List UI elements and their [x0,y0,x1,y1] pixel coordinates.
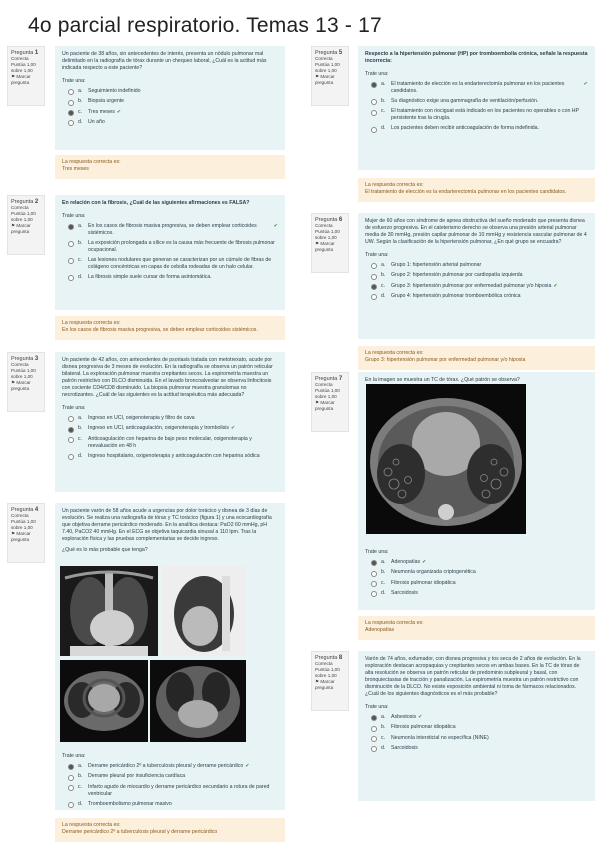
answer-option[interactable] [371,580,588,587]
flag-question-link[interactable]: ⚑ Marcar pregunta [315,400,335,411]
option-text: Su diagnóstico exige una gammagrafía de ventilación/perfusión. [391,98,539,104]
option-text: Grupo 4: hipertensión pulmonar tromboembólica crónica [391,292,521,299]
correct-check-icon: ✔ [583,81,588,87]
question-info-7: Pregunta 7 Correcta Puntúa 1,00 sobre 1,00 ⚑ Marcar pregunta [311,372,349,432]
option-text: Los pacientes deben recibir anticoagulación de forma indefinida. [391,125,539,132]
radio-button[interactable] [68,224,74,230]
option-text: Asbestosis [391,714,417,720]
option-text: Ingreso en UCI, oxigenoterapia y filtro de cava [88,415,195,421]
option-letter: d. [78,800,83,807]
option-letter: c. [381,108,386,115]
option-text: Infarto agudo de miocardio y derrame pericárdico secundario a rotura de pared ventricular [88,783,270,797]
ct-axial-image [60,660,148,742]
question-number: 1 [34,50,39,56]
option-letter: a. [78,415,83,421]
radio-button[interactable] [68,437,74,443]
radio-button[interactable] [68,764,74,770]
question-label: Pregunta [11,50,34,56]
chest-xray-pa [60,566,158,656]
flag-question-link[interactable]: ⚑ Marcar pregunta [315,74,335,85]
option-text: Las lesiones nodulares que generan se caracterizan por un cúmulo de fibras de colágeno concéntricas en capas de cebolla rodeadas de un halo celular. [88,257,272,270]
question-text: Un paciente de 42 años, con antecedentes de psoriasis tratada con metotrexato, acude por disnea progresiva de 3 meses de evolución. En la radiografía se observa un patrón reticular bilateral. La exploración pulmonar muestra crepitantes secos. La espirometría muestra un patrón restrictivo con DLCO disminuida. En el lavado broncoalveolar se observa linfocitosis con cociente CD4/CD8 disminuido. La biopsia pulmonar muestra granulomas no necrotizantes. ¿Cuál de las siguientes es la actitud terapéutica más adecuada? [62,357,273,398]
radio-button[interactable] [68,89,74,95]
radio-button[interactable] [371,127,377,133]
option-text: Ingreso hospitalario, oxigenoterapia y anticoagulación con heparina sódica [88,452,260,459]
answer-option[interactable] [371,724,588,731]
radio-button[interactable] [371,82,377,88]
radio-button[interactable] [68,258,74,264]
answer-option[interactable] [371,262,588,269]
radio-button[interactable] [371,571,377,577]
option-text: Adenopatías [391,559,421,565]
option-letter: b. [78,240,83,246]
feedback-7: La respuesta correcta es: Adenopatías [358,616,595,640]
question-info-4: Pregunta 4 Correcta Puntúa 1,00 sobre 1,00 ⚑ Marcar pregunta [7,503,45,563]
question-info-5: Pregunta 5 Correcta Puntúa 1,00 sobre 1,00 ⚑ Marcar pregunta [311,46,349,106]
answer-option[interactable] [371,81,588,95]
correct-check-icon: ✔ [245,763,250,769]
question-text: Mujer de 60 años con síndrome de apnea obstructiva del sueño moderado que presenta disnea de esfuerzo progresiva. En el cateterismo derecho se observa una presión arterial pulmonar media de 30 mmHg, presión capilar pulmonar de 10 mmHg y resistencia vascular pulmonar de 4 UW. Según la clasificación de la hipertensión pulmonar, ¿En qué grupo se encuadra? [365,218,587,245]
option-text: Sarcoidosis [391,589,418,596]
question-text: Respecto a la hipertensión pulmonar (HP) por tromboembolia crónica, señale la respuesta incorrecta: [365,51,588,64]
option-letter: a. [381,714,386,720]
question-5-content: Respecto a la hipertensión pulmonar (HP) por tromboembolia crónica, señale la respuesta incorrecta: Trate una: a. El tratamiento de elección es la endarterectomía pulmonar en los pacientes candidatos. ✔ b. Su diagnóstico exige una gammagrafía de ventilación/perfusión. c. El tratamiento con riociguat está indicado en los pacientes no operables o con HP persistente tras la cirugía. d. Los pacientes deben recibir anticoagulación de forma indefinida. [358,46,595,170]
flag-question-link[interactable]: ⚑ Marcar pregunta [315,241,335,252]
correct-check-icon: ✔ [273,223,278,229]
option-text: Neumonía intersticial no específica (NINE) [391,734,489,741]
radio-button[interactable] [371,726,377,732]
feedback-6: La respuesta correcta es: Grupo 3: hipertensión pulmonar por enfermedad pulmonar y/o hipoxia [358,346,595,370]
option-text: Tres meses [88,108,115,115]
flag-question-link[interactable]: ⚑ Marcar pregunta [315,679,335,690]
radio-button[interactable] [68,275,74,281]
option-text: Derrame pericárdico 2º a tuberculosis pleural y derrame pericárdico [88,763,244,769]
option-text: Grupo 2: hipertensión pulmonar por cardiopatía izquierda [391,272,523,279]
feedback-5: La respuesta correcta es: El tratamiento de elección es la endarterectomía pulmonar en los pacientes candidatos. [358,178,595,202]
answer-option[interactable] [68,257,278,271]
question-info-8: Pregunta 8 Correcta Puntúa 1,00 sobre 1,00 ⚑ Marcar pregunta [311,651,349,711]
option-letter: b. [381,569,386,576]
option-letter: a. [381,81,386,87]
option-text: Tromboembolismo pulmonar masivo [88,800,172,807]
answer-option[interactable] [371,559,588,566]
answer-option[interactable] [68,436,278,450]
option-text: Grupo 3: hipertensión pulmonar por enfermedad pulmonar y/o hipoxia [391,282,552,289]
option-text: Ingreso en UCI, anticoagulación, oxigenoterapia y trombolisis [88,425,230,432]
ct-chest-image [366,384,526,534]
option-letter: d. [381,744,386,751]
question-text: En la imagen se muestra un TC de tórax. ¿Qué patrón se observa? [365,377,520,383]
radio-button[interactable] [371,591,377,597]
option-text: Un año [88,118,105,125]
option-letter: c. [381,282,386,289]
ct-coronal-image [150,660,246,742]
page-title: 4o parcial respiratorio. Temas 13 - 17 [28,14,382,37]
option-text: Seguimiento indefinido [88,88,141,94]
radio-button[interactable] [371,581,377,587]
radio-button[interactable] [68,120,74,126]
option-letter: a. [381,262,386,268]
option-letter: b. [78,773,83,780]
correct-check-icon: ✔ [116,108,122,115]
option-letter: c. [78,783,83,790]
answer-option[interactable] [371,590,588,597]
radio-button[interactable] [371,715,377,721]
answer-option[interactable] [371,569,588,576]
answer-option[interactable] [68,119,278,126]
option-text: La exposición prolongada a sílice es la causa más frecuente de fibrosis pulmonar ocupacional. [88,240,275,253]
option-letter: c. [381,579,386,586]
radio-button[interactable] [68,427,74,433]
question-3-content: Un paciente de 42 años, con antecedentes de psoriasis tratada con metotrexato, acude por disnea progresiva de 3 meses de evolución. En la radiografía se observa un patrón reticular bilateral. La exploración pulmonar muestra crepitantes secos. La espirometría muestra un patrón restrictivo con DLCO disminuida. En el lavado broncoalveolar se observa linfocitosis con cociente CD4/CD8 disminuido. La biopsia pulmonar muestra granulomas no necrotizantes. ¿Cuál de las siguientes es la actitud terapéutica más adecuada? Trate una: a. Ingreso en UCI, oxigenoterapia y filtro de cava b. Ingreso en UCI, anticoagulación, oxigenoterapia y trombolisis ✔ c. Anticoagulación con heparina de bajo peso molecular, oxigenoterapia y reevaluación en 48 h d. Ingreso hospitalario, oxigenoterapia y anticoagulación con heparina sódica [55,352,285,492]
feedback-4: La respuesta correcta es: Derrame pericárdico 2º a tuberculosis pleural y derrame pericárdico [55,818,285,842]
question-7-answers: Trate una: a. Adenopatías ✔ b. Neumonía organizada criptogenética c. Fibrosis pulmonar idiopática d. Sarcoidosis [358,538,595,608]
option-letter: c. [78,435,83,442]
option-letter: b. [78,425,83,432]
answer-option[interactable] [68,240,278,254]
answer-option[interactable] [68,773,278,780]
option-letter: a. [78,223,83,229]
answer-option[interactable] [68,425,278,432]
answer-option[interactable] [68,784,278,798]
answer-option[interactable] [371,283,588,290]
answer-option[interactable] [68,453,278,460]
radio-button[interactable] [68,802,74,808]
option-letter: b. [78,98,83,105]
radio-button[interactable] [371,263,377,269]
question-info-6: Pregunta 6 Correcta Puntúa 1,00 sobre 1,00 ⚑ Marcar pregunta [311,213,349,273]
option-letter: c. [78,257,83,263]
radio-button[interactable] [371,99,377,105]
answer-option[interactable] [68,223,278,237]
option-text: Biopsia urgente [88,98,125,105]
option-text: Neumonía organizada criptogenética [391,569,476,576]
option-letter: b. [381,98,386,104]
correct-check-icon: ✔ [231,425,236,432]
option-text: Fibrosis pulmonar idiopática [391,724,456,731]
radio-button[interactable] [68,416,74,422]
answer-option[interactable] [68,763,278,770]
question-info-3: Pregunta 3 Correcta Puntúa 1,00 sobre 1,00 ⚑ Marcar pregunta [7,352,45,412]
radio-button[interactable] [68,785,74,791]
radio-button[interactable] [68,775,74,781]
flag-question-link[interactable]: ⚑ Marcar pregunta [11,74,31,85]
radio-button[interactable] [371,294,377,300]
question-8-content: Varón de 74 años, exfumador, con disnea progresiva y tos seca de 2 años de evolución. En la exploración destacan acropaquias y crepitantes secos en ambas bases. En la TC de tórax de alta resolución se observa un patrón reticular de predominio subpleural y basal, con bronquiectasias de tracción y panalización. La espirometría muestra un patrón restrictivo con disminución de la DLCO. No existe exposición ambiental ni toma de fármacos relacionados. ¿Cuál de los siguientes diagnósticos es el más probable? Trate una: a. Asbestosis ✔ b. Fibrosis pulmonar idiopática c. Neumonía intersticial no específica (NINE) d. Sarcoidosis [358,651,595,801]
question-info-2: Pregunta 2 Correcta Puntúa 1,00 sobre 1,00 ⚑ Marcar pregunta [7,195,45,255]
option-letter: c. [78,108,83,115]
option-letter: b. [381,272,386,279]
question-text: Un paciente de 38 años, sin antecedentes de interés, presenta un nódulo pulmonar mal delimitado en la radiografía de tórax durante un chequeo laboral, ¿Cuál es la actitud más indicada respecto a este paciente? [62,51,267,71]
radio-button[interactable] [68,241,74,247]
option-letter: a. [78,763,83,769]
answer-option[interactable] [371,293,588,300]
answer-option[interactable] [371,745,588,752]
option-letter: d. [78,274,83,280]
radio-button[interactable] [371,274,377,280]
answer-option[interactable] [68,801,278,808]
flag-question-link[interactable]: ⚑ Marcar pregunta [11,531,31,542]
correct-check-icon: ✔ [418,714,423,720]
option-letter: a. [78,88,83,94]
answer-option[interactable] [68,415,278,422]
option-text: La fibrosis simple suele cursar de forma asintomática. [88,274,212,280]
radio-button[interactable] [371,110,377,116]
correct-check-icon: ✔ [553,282,558,289]
answer-option[interactable] [371,108,588,122]
option-letter: c. [381,734,386,741]
flag-question-link[interactable]: ⚑ Marcar pregunta [11,223,31,234]
option-text: El tratamiento con riociguat está indicado en los pacientes no operables o con HP persistente tras la cirugía. [391,108,579,122]
option-text: Anticoagulación con heparina de bajo peso molecular, oxigenoterapia y reevaluación en 48 h [88,435,252,449]
radio-button[interactable] [371,560,377,566]
option-text: El tratamiento de elección es la endarterectomía pulmonar en los pacientes candidatos. [391,81,565,94]
answer-option[interactable] [371,272,588,279]
feedback-1: La respuesta correcta es: Tres meses [55,155,285,179]
question-status: Correcta [11,56,29,61]
question-text: En relación con la fibrosis, ¿Cuál de las siguientes afirmaciones es FALSA? [62,200,250,206]
option-text: Fibrosis pulmonar idiopática [391,579,456,586]
option-letter: d. [381,125,386,132]
option-letter: d. [381,589,386,596]
answer-option[interactable] [68,88,278,95]
response-label: Trate una: [62,78,86,84]
option-text: Grupo 1: hipertensión arterial pulmonar [391,262,482,268]
question-2-content: En relación con la fibrosis, ¿Cuál de las siguientes afirmaciones es FALSA? Trate una: a. En los casos de fibrosis masiva progresiva, se deben emplear corticoides sistémicos. ✔ b. La exposición prolongada a sílice es la causa más frecuente de fibrosis pulmonar ocupacional. c. Las lesiones nodulares que generan se caracterizan por un cúmulo de fibras de colágeno concéntricas en capas de cebolla rodeadas de un halo celular. d. La fibrosis simple suele cursar de forma asintomática. [55,195,285,310]
option-text: Derrame pleural por insuficiencia cardíaca [88,773,186,780]
radio-button[interactable] [68,100,74,106]
radio-button[interactable] [371,736,377,742]
option-letter: d. [78,118,83,125]
question-1-content [55,46,285,150]
option-text: En los casos de fibrosis masiva progresiva, se deben emplear corticoides sistémicos. [88,223,257,236]
question-info-1 [7,46,45,106]
flag-question-link[interactable]: ⚑ Marcar pregunta [11,380,31,391]
radio-button[interactable] [68,110,74,116]
option-letter: b. [381,724,386,731]
answer-option[interactable] [68,98,278,105]
answer-option[interactable] [371,714,588,721]
option-letter: d. [78,452,83,459]
radio-button[interactable] [68,454,74,460]
feedback-2: La respuesta correcta es: En los casos de fibrosis masiva progresiva, se deben emplear corticoides sistémicos. [55,316,285,340]
question-text: Un paciente varón de 58 años acude a urgencias por dolor torácico y disnea de 3 días de evolución. Se realiza una radiografía de tórax y TC torácico (figura 1) y una ecocardiografía que objetiva derrame pericárdico moderado. En la analítica destaca: PaO2 60 mmHg, pH 7.40, PaCO2 40 mmHg. En el ECG se objetiva taquicardia sinusal a 110 lpm. Tras la exploración física y las pruebas complementarias se decide ingreso. [62,508,272,542]
question-score: Puntúa 1,00 sobre 1,00 [11,62,36,73]
radio-button[interactable] [371,746,377,752]
answer-option[interactable] [371,125,588,132]
option-text: Sarcoidosis [391,744,418,751]
option-letter: a. [381,559,386,565]
answer-option[interactable] [371,98,588,105]
answer-option[interactable] [68,274,278,281]
answer-option[interactable] [68,109,278,116]
answer-option[interactable] [371,735,588,742]
question-text: Varón de 74 años, exfumador, con disnea progresiva y tos seca de 2 años de evolución. En la exploración destacan acropaquias y crepitantes secos en ambas bases. En la TC de tórax de alta resolución se observa un patrón reticular de predominio subpleural y basal, con bronquiectasias de tracción y panalización. La espirometría muestra un patrón restrictivo con disminución de la DLCO. No existe exposición ambiental ni toma de fármacos relacionados. ¿Cuál de los siguientes diagnósticos es el más probable? [365,656,581,697]
question-4-answers: Trate una: a. Derrame pericárdico 2º a tuberculosis pleural y derrame pericárdico ✔ b. Derrame pleural por insuficiencia cardíaca c. Infarto agudo de miocardio y derrame pericárdico secundario a rotura de pared ventricular d. Tromboembolismo pulmonar masivo [55,742,285,812]
chest-xray-lateral [162,566,246,656]
option-letter: d. [381,292,386,299]
question-6-content: Mujer de 60 años con síndrome de apnea obstructiva del sueño moderado que presenta disnea de esfuerzo progresiva. En el cateterismo derecho se observa una presión arterial pulmonar media de 30 mmHg, presión capilar pulmonar de 10 mmHg y resistencia vascular pulmonar de 4 UW. Según la clasificación de la hipertensión pulmonar, ¿En qué grupo se encuadra? Trate una: a. Grupo 1: hipertensión arterial pulmonar b. Grupo 2: hipertensión pulmonar por cardiopatía izquierda c. Grupo 3: hipertensión pulmonar por enfermedad pulmonar y/o hipoxia ✔ d. Grupo 4: hipertensión pulmonar tromboembólica crónica [358,213,595,339]
question-text-2: ¿Qué es lo más probable que tenga? [62,547,148,553]
correct-check-icon: ✔ [422,559,427,565]
radio-button[interactable] [371,284,377,290]
